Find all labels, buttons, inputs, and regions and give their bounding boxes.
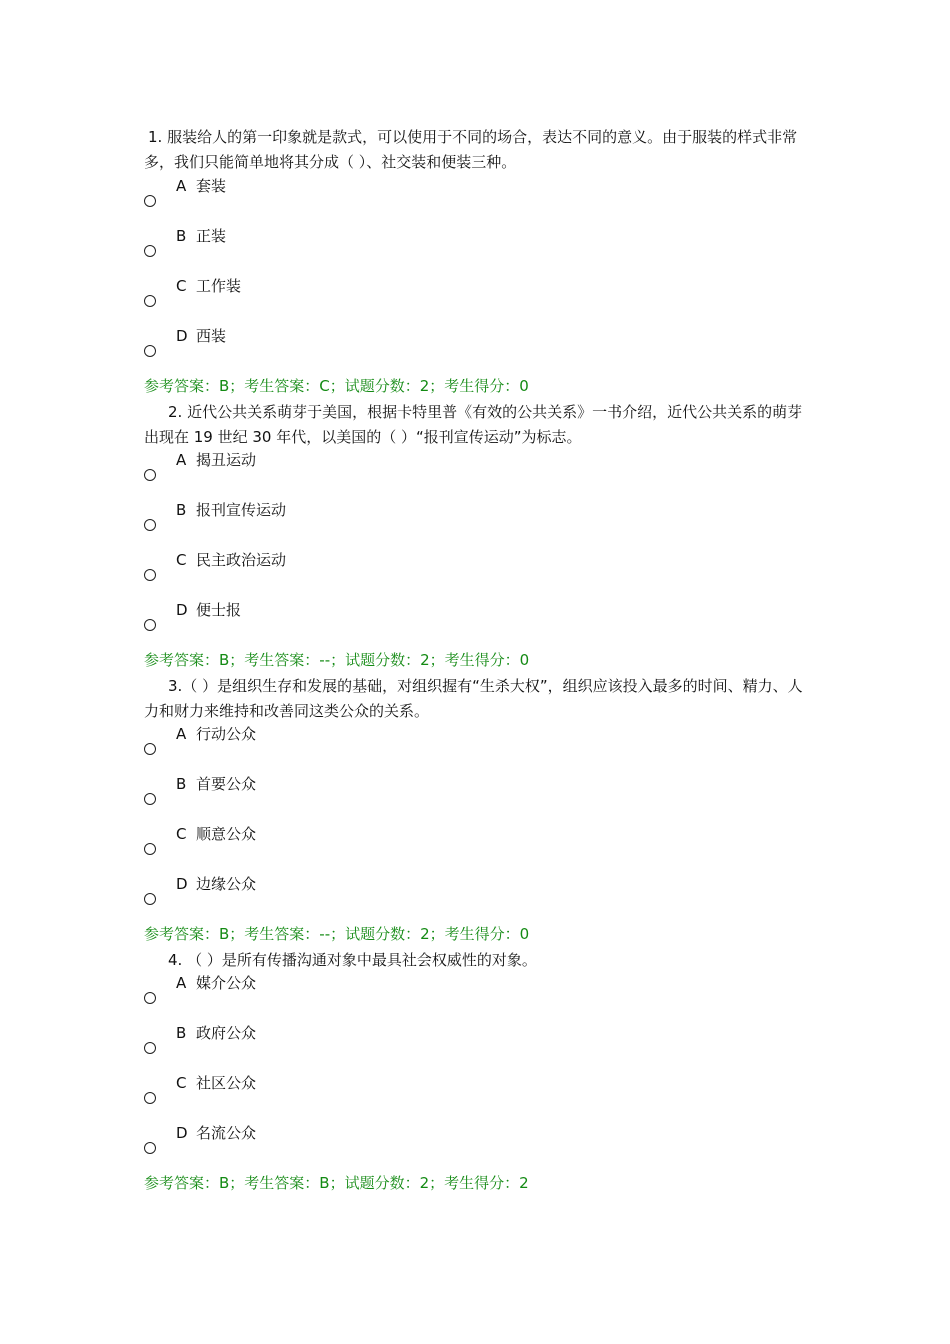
question-3-text: 3.（ ）是组织生存和发展的基础，对组织握有“生杀大权”，组织应该投入最多的时间、精力、人力和财力来维持和改善同这类公众的关系。: [144, 677, 803, 720]
radio-button-icon[interactable]: [144, 295, 156, 307]
option-letter: A: [176, 451, 187, 469]
question-2-option-b[interactable]: [144, 500, 444, 542]
option-text: 民主政治运动: [196, 551, 287, 569]
option-letter: B: [176, 775, 187, 793]
question-2-option-c[interactable]: [144, 550, 444, 592]
option-letter: C: [176, 1074, 187, 1092]
radio-button-icon[interactable]: [144, 743, 156, 755]
option-text: 顺意公众: [196, 825, 257, 843]
question-3-option-b[interactable]: [144, 774, 444, 816]
option-text: 社区公众: [196, 1074, 257, 1092]
option-text: 工作装: [196, 277, 242, 295]
option-letter: B: [176, 501, 187, 519]
question-3-option-d[interactable]: [144, 874, 444, 916]
option-text: 首要公众: [196, 775, 257, 793]
question-1-option-a[interactable]: [144, 176, 444, 218]
option-letter: A: [176, 725, 187, 743]
question-2-option-d[interactable]: [144, 600, 444, 642]
option-letter: A: [176, 177, 187, 195]
option-letter: B: [176, 227, 187, 245]
radio-button-icon[interactable]: [144, 345, 156, 357]
radio-button-icon[interactable]: [144, 793, 156, 805]
option-text: 边缘公众: [196, 875, 257, 893]
option-text: 套装: [196, 177, 227, 195]
question-1-option-d[interactable]: [144, 326, 444, 368]
option-text: 媒介公众: [196, 974, 257, 992]
option-text: 揭丑运动: [196, 451, 257, 469]
radio-button-icon[interactable]: [144, 843, 156, 855]
question-4-option-c[interactable]: [144, 1073, 444, 1115]
question-4-text: 4. （ ）是所有传播沟通对象中最具社会权威性的对象。: [168, 951, 537, 969]
radio-button-icon[interactable]: [144, 1092, 156, 1104]
radio-button-icon[interactable]: [144, 992, 156, 1004]
option-letter: C: [176, 551, 187, 569]
option-text: 报刊宣传运动: [196, 501, 287, 519]
option-letter: D: [176, 601, 188, 619]
option-letter: D: [176, 1124, 188, 1142]
question-1-text: 1. 服装给人的第一印象就是款式，可以使用于不同的场合，表达不同的意义。由于服装的样式非常多，我们只能简单地将其分成（ ）、社交装和便装三种。: [144, 128, 798, 171]
question-2-answer-summary: 参考答案：B；考生答案：--；试题分数：2；考生得分：0: [144, 651, 530, 669]
question-1-option-b[interactable]: [144, 226, 444, 268]
option-letter: C: [176, 277, 187, 295]
radio-button-icon[interactable]: [144, 893, 156, 905]
option-text: 正装: [196, 227, 227, 245]
radio-button-icon[interactable]: [144, 195, 156, 207]
option-letter: C: [176, 825, 187, 843]
option-text: 西装: [196, 327, 227, 345]
option-text: 行动公众: [196, 725, 257, 743]
radio-button-icon[interactable]: [144, 569, 156, 581]
radio-button-icon[interactable]: [144, 245, 156, 257]
option-text: 便士报: [196, 601, 242, 619]
radio-button-icon[interactable]: [144, 519, 156, 531]
question-4-option-d[interactable]: [144, 1123, 444, 1165]
question-3-option-a[interactable]: [144, 724, 444, 766]
question-3-answer-summary: 参考答案：B；考生答案：--；试题分数：2；考生得分：0: [144, 925, 530, 943]
option-letter: D: [176, 327, 188, 345]
option-letter: B: [176, 1024, 187, 1042]
question-1-answer-summary: 参考答案：B；考生答案：C；试题分数：2；考生得分：0: [144, 377, 529, 395]
radio-button-icon[interactable]: [144, 1142, 156, 1154]
question-1-option-c[interactable]: [144, 276, 444, 318]
radio-button-icon[interactable]: [144, 469, 156, 481]
option-letter: D: [176, 875, 188, 893]
option-letter: A: [176, 974, 187, 992]
question-4-option-b[interactable]: [144, 1023, 444, 1065]
question-2-text: 2. 近代公共关系萌芽于美国，根据卡特里普《有效的公共关系》一书介绍，近代公共关系的萌芽出现在 19 世纪 30 年代，以美国的（ ）“报刊宣传运动”为标志。: [144, 403, 803, 446]
option-text: 政府公众: [196, 1024, 257, 1042]
radio-button-icon[interactable]: [144, 619, 156, 631]
question-4-answer-summary: 参考答案：B；考生答案：B；试题分数：2；考生得分：2: [144, 1174, 529, 1192]
radio-button-icon[interactable]: [144, 1042, 156, 1054]
option-text: 名流公众: [196, 1124, 257, 1142]
question-3-option-c[interactable]: [144, 824, 444, 866]
question-4-option-a[interactable]: [144, 973, 444, 1015]
question-2-option-a[interactable]: [144, 450, 444, 492]
